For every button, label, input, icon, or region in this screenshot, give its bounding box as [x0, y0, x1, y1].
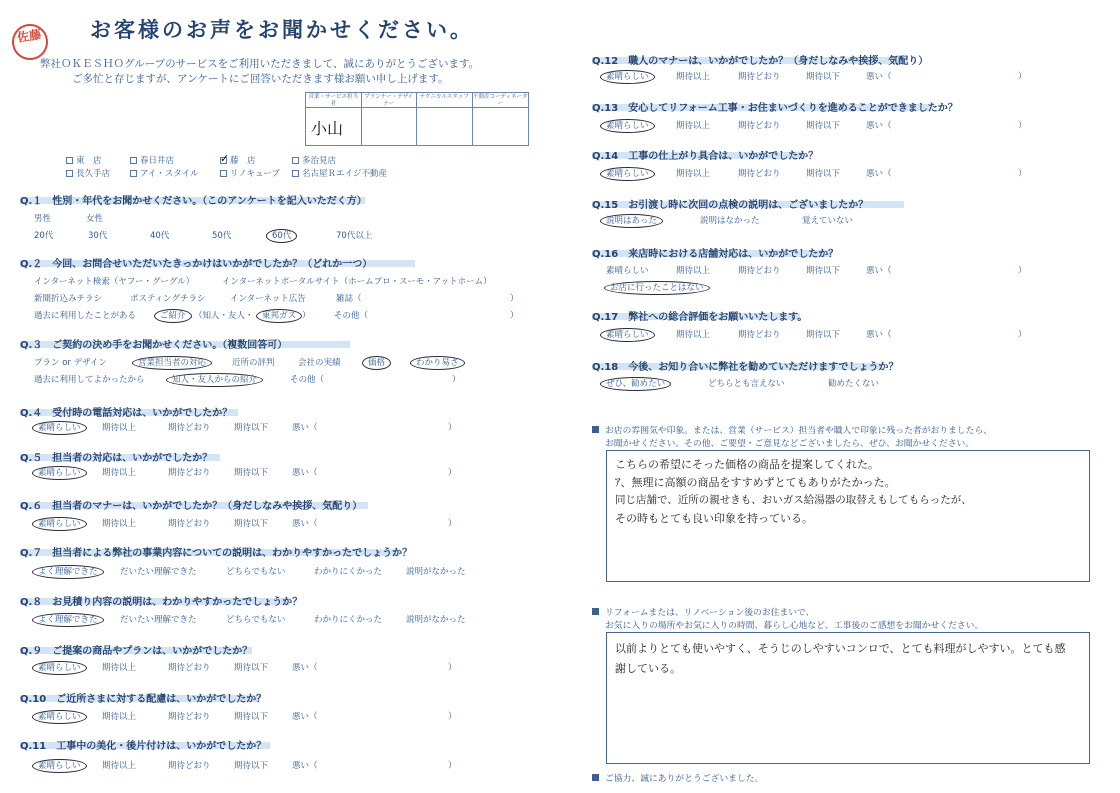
bracket-close: ）	[448, 712, 457, 722]
bracket-close: ）	[448, 761, 457, 771]
option[interactable]: 50代	[212, 231, 232, 241]
option[interactable]: わかりにくかった	[314, 567, 383, 577]
question-q2: Q.２ 今回、お問合せいただいたきっかけはいかがでしたか？（どれか一つ）	[20, 259, 373, 270]
question-q13: Q.13 安心してリフォーム工事・お住まいづくりを進めることができましたか？	[592, 103, 958, 114]
option-selected[interactable]: お店に行ったことはない	[610, 281, 710, 293]
question-q14: Q.14 工事の仕上がり具合は、いかがでしたか？	[592, 151, 819, 162]
option-selected[interactable]: 素晴らしい	[606, 119, 655, 131]
option[interactable]: 過去に利用してよかったから	[34, 375, 145, 385]
bracket-close: ）	[1018, 169, 1027, 179]
store-option[interactable]: 多治見店	[292, 154, 336, 166]
option-selected[interactable]: ご紹介	[160, 309, 192, 321]
question-q10: Q.10 ご近所さまに対する配慮は、いかがでしたか？	[20, 694, 267, 705]
option[interactable]: 期待以下	[806, 169, 841, 179]
option-selected[interactable]: よく理解できた	[38, 613, 104, 625]
option[interactable]: 期待以上	[102, 423, 137, 433]
option[interactable]: 説明はなかった	[700, 216, 760, 226]
question-q7: Q.７ 担当者による弊社の事業内容についての説明は、わかりやすかったでしょうか？	[20, 548, 413, 559]
staff-header-planner: プランナー・デザイナー	[362, 93, 418, 108]
option-selected[interactable]: 素晴らしい	[606, 328, 655, 340]
store-option[interactable]: 名古屋Ｒエイジ不動産	[292, 167, 387, 179]
handwritten-line: その時もとても良い印象を持っている。	[615, 512, 813, 525]
option-selected[interactable]: 60代	[272, 229, 297, 241]
option[interactable]: 悪い（	[866, 121, 892, 131]
question-q6: Q.６ 担当者のマナーは、いかがでしたか？（身だしなみや挨拶、気配り）	[20, 501, 363, 512]
option[interactable]: 期待以上	[676, 72, 711, 82]
option[interactable]: 期待どおり	[738, 330, 781, 340]
bracket-close: ）	[452, 375, 461, 385]
option[interactable]: 20代	[34, 231, 54, 241]
comment-box-after-construction[interactable]	[606, 632, 1090, 764]
question-q4: Q.４ 受付時の電話対応は、いかがでしたか？	[20, 408, 233, 419]
option-selected[interactable]: 知人・友人からの紹介	[172, 373, 263, 385]
option[interactable]: 期待以上	[676, 121, 711, 131]
bracket-close: ）	[448, 468, 457, 478]
intro-line-2: ご多忙と存じますが、アンケートにご回答いただきます様お願い申し上げます。	[72, 73, 449, 85]
option[interactable]: 会社の実績	[298, 358, 341, 368]
option[interactable]: 悪い（	[292, 663, 318, 673]
option[interactable]: その他（	[334, 311, 369, 321]
checkbox-checked[interactable]	[220, 157, 227, 164]
option[interactable]: ポスティングチラシ	[130, 294, 206, 304]
question-q5: Q.５ 担当者の対応は、いかがでしたか？	[20, 453, 213, 464]
square-bullet-icon	[592, 426, 599, 433]
option-selected[interactable]: わかり易さ	[416, 356, 465, 368]
option-selected[interactable]: 素晴らしい	[606, 70, 655, 82]
option[interactable]: 期待以上	[102, 519, 137, 529]
option[interactable]: 悪い（	[292, 712, 318, 722]
question-q11: Q.11 工事中の美化・後片付けは、いかがでしたか？	[20, 741, 267, 752]
page-title: お客様のお声をお聞かせください。	[90, 18, 474, 42]
option[interactable]: 期待以下	[234, 761, 269, 771]
option[interactable]: 期待以下	[234, 519, 269, 529]
option[interactable]: 悪い（	[866, 266, 892, 276]
staff-table	[305, 92, 529, 146]
option[interactable]: 女性	[86, 214, 104, 224]
option[interactable]: 期待どおり	[168, 519, 211, 529]
option[interactable]: 男性	[34, 214, 52, 224]
option-selected[interactable]: よく理解できた	[38, 565, 104, 577]
option[interactable]: 期待以上	[102, 468, 137, 478]
option[interactable]: 40代	[150, 231, 170, 241]
question-q8: Q.８ お見積り内容の説明は、わかりやすかったでしょうか？	[20, 597, 303, 608]
staff-header-realestate: 不動産コーディネーター	[472, 94, 528, 107]
bracket-close: ）	[1018, 121, 1027, 131]
option[interactable]: 期待以上	[676, 169, 711, 179]
option[interactable]: だいたい理解できた	[120, 615, 197, 625]
option[interactable]: 勧めたくない	[828, 379, 880, 389]
intro-line-1: 弊社ＯＫＥＳＨＯグループのサービスをご利用いただきまして、誠にありがとうございます。	[40, 58, 480, 70]
option-selected[interactable]: 素晴らしい	[38, 759, 87, 771]
option[interactable]: 期待どおり	[168, 761, 211, 771]
option[interactable]: 期待以下	[806, 72, 841, 82]
question-q17: Q.17 弊社への総合評価をお願いいたします。	[592, 312, 808, 323]
option[interactable]: 期待どおり	[168, 712, 211, 722]
checkbox[interactable]	[292, 157, 299, 164]
checkbox[interactable]	[220, 170, 227, 177]
bracket-close: ）	[510, 294, 519, 304]
option[interactable]: 悪い（	[292, 761, 318, 771]
store-option[interactable]: ✓ 藤 店	[220, 154, 256, 166]
option[interactable]: どちらでもない	[226, 615, 286, 625]
staff-cell-technical[interactable]	[417, 108, 473, 145]
option[interactable]: 期待どおり	[738, 266, 781, 276]
option[interactable]: わかりにくかった	[314, 615, 383, 625]
option[interactable]: 期待以上	[676, 330, 711, 340]
bracket-close: ）	[510, 311, 519, 321]
option[interactable]: 説明がなかった	[406, 615, 466, 625]
option[interactable]: 期待どおり	[738, 72, 781, 82]
option[interactable]: 期待以下	[234, 468, 269, 478]
footer-thanks: ご協力、誠にありがとうございました。	[592, 771, 763, 784]
option[interactable]: 説明がなかった	[406, 567, 466, 577]
option[interactable]: 期待以下	[234, 663, 269, 673]
question-q3: Q.３ ご契約の決め手をお聞かせください。（複数回答可）	[20, 340, 288, 351]
option[interactable]: インターネット広告	[230, 294, 306, 304]
seal-stamp: 佐藤	[10, 22, 51, 63]
option[interactable]: 期待どおり	[168, 663, 211, 673]
option-selected[interactable]: 東邦ガス	[262, 309, 302, 321]
option[interactable]: 近所の評判	[232, 358, 275, 368]
option-selected[interactable]: 営業担当者の対応	[138, 356, 212, 368]
bracket-close: ）	[302, 311, 311, 321]
question-q18: Q.18 今後、お知り合いに弊社を勧めていただけますでしょうか？	[592, 362, 899, 373]
option-selected[interactable]: 価格	[368, 356, 391, 368]
checkbox[interactable]	[292, 170, 299, 177]
comment-prompt-3: リフォームまたは、リノベーション後のお住まいで、	[592, 605, 814, 618]
staff-cell-planner[interactable]	[362, 108, 418, 145]
bracket-close: ）	[1018, 72, 1027, 82]
staff-cell-realestate[interactable]	[473, 108, 529, 145]
option[interactable]: 悪い（	[866, 169, 892, 179]
option[interactable]: 期待以上	[102, 712, 137, 722]
option-selected[interactable]: 素晴らしい	[38, 661, 87, 673]
store-option[interactable]: リノキューブ	[220, 167, 280, 179]
option[interactable]: 30代	[88, 231, 108, 241]
option[interactable]: 期待以上	[676, 266, 711, 276]
option-selected[interactable]: 素晴らしい	[38, 421, 87, 433]
option[interactable]: 期待どおり	[168, 423, 211, 433]
option[interactable]: 期待以下	[806, 266, 841, 276]
option[interactable]: どちらとも言えない	[708, 379, 785, 389]
option-selected[interactable]: 素晴らしい	[38, 710, 87, 722]
comment-prompt-2: お聞かせください。その他、ご要望・ご意見などございましたら、ぜひ、お聞かせください。	[605, 439, 975, 449]
comment-box-impressions[interactable]	[606, 450, 1090, 582]
option[interactable]: 期待どおり	[168, 468, 211, 478]
option[interactable]: 期待以上	[102, 663, 137, 673]
checkbox[interactable]	[66, 157, 73, 164]
option[interactable]: 期待以下	[234, 423, 269, 433]
question-q9: Q.９ ご提案の商品やプランは、いかがでしたか？	[20, 646, 253, 657]
question-q12: Q.12 職人のマナーは、いかがでしたか？（身だしなみや挨拶、気配り）	[592, 56, 929, 67]
option[interactable]: 悪い（	[292, 468, 318, 478]
bracket-close: ）	[448, 663, 457, 673]
option[interactable]: 新聞折込みチラシ	[34, 294, 103, 304]
staff-cell-sales[interactable]	[306, 108, 362, 145]
option[interactable]: 悪い（	[866, 330, 892, 340]
staff-header-sales: 営業・サービス担当者	[306, 93, 362, 108]
option[interactable]: 期待以下	[806, 330, 841, 340]
option[interactable]: その他（	[290, 375, 325, 385]
option[interactable]: プラン or デザイン	[34, 358, 108, 368]
question-q16: Q.16 来店時における店舗対応は、いかがでしたか？	[592, 249, 839, 260]
option-selected[interactable]: 素晴らしい	[38, 466, 87, 478]
square-bullet-icon	[592, 608, 599, 615]
square-bullet-icon	[592, 774, 599, 781]
option[interactable]: 悪い（	[866, 72, 892, 82]
store-option[interactable]: 長久手店	[66, 167, 110, 179]
handwritten-line: 以前よりとても使いやすく、そうじのしやすいコンロで、とても料理がしやすい。とても感謝している。	[615, 642, 1066, 675]
option-selected[interactable]: 素晴らしい	[38, 517, 87, 529]
option-selected[interactable]: 説明はあった	[606, 214, 663, 226]
option[interactable]: インターネットポータルサイト（ホームプロ・スーモ・アットホーム）	[222, 277, 492, 287]
option[interactable]: 悪い（	[292, 423, 318, 433]
store-option[interactable]: 東 店	[66, 154, 102, 166]
staff-header-technical: テクニカルスタッフ	[417, 93, 473, 108]
checkbox[interactable]	[130, 157, 137, 164]
option[interactable]: 覚えていない	[802, 216, 854, 226]
option[interactable]: どちらでもない	[226, 567, 286, 577]
bracket-close: ）	[1018, 266, 1027, 276]
option-selected[interactable]: ぜひ、勧めたい	[606, 377, 671, 389]
comment-prompt-1: お店の雰囲気や印象。または、営業（サービス）担当者や職人で印象に残った者がおりましたら、	[592, 423, 992, 436]
bracket-close: ）	[448, 423, 457, 433]
store-option[interactable]: 春日井店	[130, 154, 174, 166]
option[interactable]: 70代以上	[336, 231, 373, 241]
option[interactable]: 悪い（	[292, 519, 318, 529]
handwritten-line: ｱ、無理に高額の商品をすすめずとてもありがたかった。	[615, 476, 896, 489]
staff-name-handwritten: 小山	[311, 119, 344, 138]
option[interactable]: 素晴らしい	[606, 266, 649, 276]
handwritten-line: 同じ店舗で、近所の親せきも、おいガス給湯器の取替えもしてもらったが、	[615, 494, 972, 506]
checkbox[interactable]	[66, 170, 73, 177]
bracket-close: ）	[1018, 330, 1027, 340]
bracket-close: ）	[448, 519, 457, 529]
store-option[interactable]: アイ・スタイル	[130, 167, 199, 179]
option[interactable]: 期待以上	[102, 761, 137, 771]
option[interactable]: だいたい理解できた	[120, 567, 197, 577]
option[interactable]: インターネット検索（ヤフー・グーグル）	[34, 277, 195, 287]
option[interactable]: 雑誌（	[336, 294, 362, 304]
option[interactable]: 期待どおり	[738, 169, 781, 179]
option[interactable]: 期待どおり	[738, 121, 781, 131]
comment-prompt-4: お気に入りの場所やお気に入りの時間、暮らし心地など、工事後のご感想をお聞かせください。	[605, 621, 984, 631]
handwritten-line: こちらの希望にそった価格の商品を提案してくれた。	[615, 458, 879, 471]
option-selected[interactable]: 素晴らしい	[606, 167, 655, 179]
option-detail: （知人・友人・	[194, 311, 254, 321]
option[interactable]: 期待以下	[234, 712, 269, 722]
checkbox[interactable]	[130, 170, 137, 177]
question-q15: Q.15 お引渡し時に次回の点検の説明は、ございましたか？	[592, 200, 869, 211]
option[interactable]: 過去に利用したことがある	[34, 311, 137, 321]
option[interactable]: 期待以下	[806, 121, 841, 131]
question-q1: Q.１ 性別・年代をお聞かせください。（このアンケートを記入いただく方）	[20, 196, 367, 207]
